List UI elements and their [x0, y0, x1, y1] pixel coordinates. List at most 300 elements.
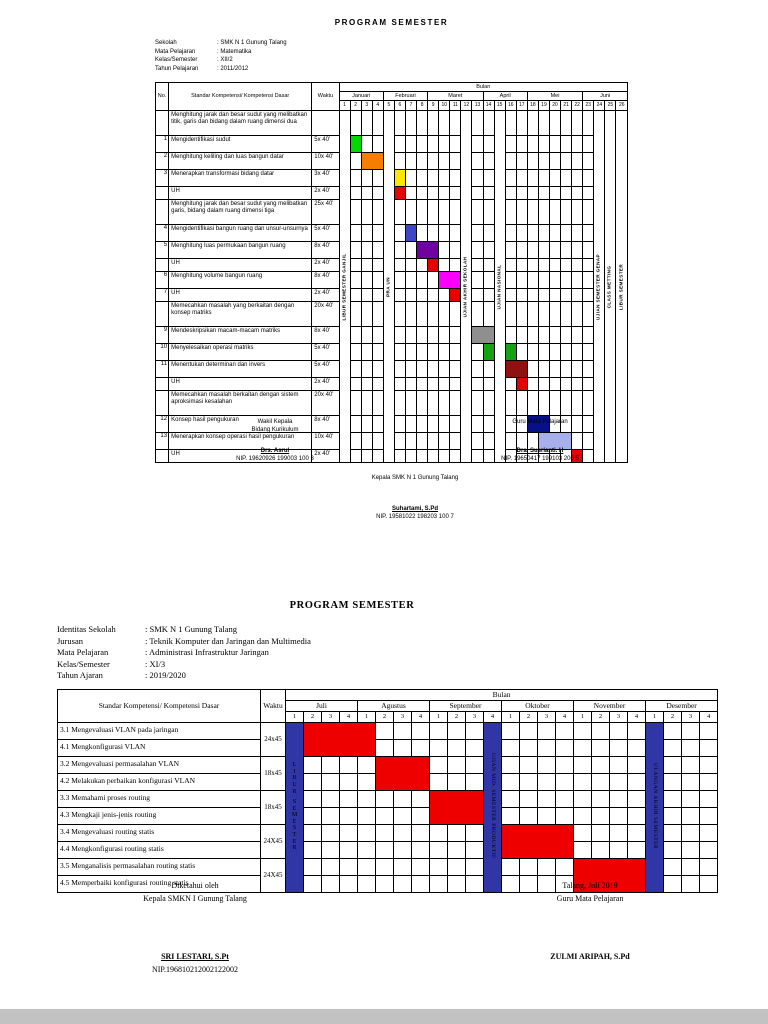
- gantt-cell: [394, 327, 405, 344]
- gantt-cell: [550, 111, 561, 136]
- row-kompetensi: 4.1 Mengkonfigurasi VLAN: [58, 739, 261, 756]
- gantt-cell: [538, 259, 549, 272]
- gantt-cell: [340, 790, 358, 807]
- gantt-cell: [664, 739, 682, 756]
- row-kompetensi: Mengidentifikasi bangun ruang dan unsur-unsurnya: [169, 225, 312, 242]
- gantt-cell: [483, 200, 494, 225]
- gantt-cell: [405, 378, 416, 391]
- doc1-table-head: [156, 83, 628, 111]
- gantt-cell: [505, 259, 516, 272]
- gantt-cell: [472, 170, 483, 187]
- gantt-cell: [516, 153, 527, 170]
- gantt-cell: [450, 391, 461, 416]
- week-header: 14: [483, 101, 494, 111]
- gantt-cell: [572, 302, 583, 327]
- gantt-cell: [439, 378, 450, 391]
- gantt-cell: [466, 841, 484, 858]
- row-waktu: 5x 40': [312, 225, 339, 242]
- gantt-cell: [628, 773, 646, 790]
- gantt-cell: [572, 153, 583, 170]
- gantt-cell: [417, 327, 428, 344]
- row-waktu: 24X45: [261, 858, 286, 892]
- week-header: 3: [610, 711, 628, 722]
- row-kompetensi: 3.5 Menganalisis permasalahan routing statis: [58, 858, 261, 875]
- vertical-label-column: [383, 111, 394, 463]
- gantt-cell: [483, 111, 494, 136]
- gantt-cell: [592, 841, 610, 858]
- gantt-cell: [405, 111, 416, 136]
- week-header: 22: [572, 101, 583, 111]
- gantt-cell: [483, 170, 494, 187]
- gantt-cell: [556, 807, 574, 824]
- row-kompetensi: UH: [169, 289, 312, 302]
- gantt-cell: [550, 391, 561, 416]
- gantt-cell: [405, 450, 416, 463]
- gantt-cell: [412, 875, 430, 892]
- month-header: Februari: [383, 92, 427, 101]
- doc1-sig-center-title: Kepala SMK N 1 Gunung Talang: [371, 475, 459, 481]
- row-number: [156, 200, 169, 225]
- gantt-cell: [527, 272, 538, 289]
- gantt-cell: [450, 187, 461, 200]
- gantt-cell: [561, 153, 572, 170]
- gantt-cell: [304, 807, 322, 824]
- gantt-cell: [361, 272, 372, 289]
- gantt-cell: [583, 242, 594, 259]
- gantt-cell: [405, 242, 416, 259]
- gantt-cell: [448, 841, 466, 858]
- row-kompetensi: UH: [169, 378, 312, 391]
- week-header: 3: [538, 711, 556, 722]
- page-footer-strip: [0, 1009, 768, 1024]
- gantt-cell: [372, 200, 383, 225]
- gantt-cell: [572, 225, 583, 242]
- gantt-cell: [394, 858, 412, 875]
- gantt-cell: [682, 756, 700, 773]
- gantt-cell: [450, 361, 461, 378]
- gantt-cell: [350, 327, 361, 344]
- gantt-cell: [466, 739, 484, 756]
- gantt-cell: [361, 225, 372, 242]
- gantt-cell: [361, 361, 372, 378]
- gantt-cell: [439, 153, 450, 170]
- gantt-cell: [561, 361, 572, 378]
- gantt-cell: [439, 433, 450, 450]
- gantt-cell: [450, 433, 461, 450]
- row-kompetensi: UH: [169, 259, 312, 272]
- gantt-cell: [322, 773, 340, 790]
- gantt-cell: [550, 327, 561, 344]
- gantt-cell: [472, 378, 483, 391]
- gantt-cell: [592, 807, 610, 824]
- gantt-cell: [472, 136, 483, 153]
- row-kompetensi: UH: [169, 187, 312, 200]
- gantt-cell: [572, 136, 583, 153]
- week-header: 4: [700, 711, 718, 722]
- gantt-cell: [394, 225, 405, 242]
- gantt-cell: [358, 773, 376, 790]
- month-header: September: [430, 700, 502, 711]
- gantt-cell: [538, 289, 549, 302]
- week-header: 24: [594, 101, 605, 111]
- gantt-cell: [502, 790, 520, 807]
- gantt-cell: [372, 433, 383, 450]
- gantt-cell: [430, 841, 448, 858]
- week-header: 1: [339, 101, 350, 111]
- gantt-cell: [472, 259, 483, 272]
- week-header: 26: [616, 101, 628, 111]
- month-header: November: [574, 700, 646, 711]
- gantt-cell: [372, 289, 383, 302]
- gantt-cell: [361, 289, 372, 302]
- week-header: 4: [556, 711, 574, 722]
- gantt-cell: [561, 289, 572, 302]
- gantt-cell: [376, 858, 394, 875]
- gantt-cell: [505, 391, 516, 416]
- gantt-cell: [417, 187, 428, 200]
- gantt-cell: [574, 739, 592, 756]
- gantt-cell: [583, 225, 594, 242]
- gantt-cell: [394, 722, 412, 739]
- doc2-row: [58, 756, 718, 773]
- gantt-cell: [505, 327, 516, 344]
- gantt-cell: [483, 242, 494, 259]
- row-kompetensi: Menerapkan konsep operasi hasil pengukuran: [169, 433, 312, 450]
- gantt-cell: [664, 722, 682, 739]
- gantt-cell: [700, 722, 718, 739]
- gantt-cell: [439, 225, 450, 242]
- gantt-cell: [417, 170, 428, 187]
- gantt-cell: [340, 807, 358, 824]
- gantt-cell: [538, 391, 549, 416]
- gantt-cell: [439, 302, 450, 327]
- gantt-cell: [550, 225, 561, 242]
- gantt-cell: [405, 187, 416, 200]
- gantt-cell: [610, 807, 628, 824]
- week-header: 3: [682, 711, 700, 722]
- gantt-cell: [372, 242, 383, 259]
- gantt-cell: [372, 170, 383, 187]
- gantt-cell: [439, 327, 450, 344]
- gantt-cell: [583, 200, 594, 225]
- gantt-cell: [527, 153, 538, 170]
- doc2-info-tahun: Tahun Ajaran : 2019/2020: [57, 670, 186, 680]
- gantt-cell: [417, 153, 428, 170]
- gantt-cell: [505, 272, 516, 289]
- gantt-cell: [322, 841, 340, 858]
- row-kompetensi: 3.3 Memahami proses routing: [58, 790, 261, 807]
- vertical-label-text: UJIAN AKHIR SEKOLAH: [463, 256, 469, 317]
- vertical-label-text: L I B U R S E M E S T E R: [291, 762, 298, 852]
- gantt-cell: [430, 824, 448, 841]
- doc1-sig-left-title: Wakil Kepala Bidang Kurikulum: [251, 419, 299, 433]
- gantt-cell: [350, 225, 361, 242]
- gantt-cell: [394, 153, 405, 170]
- gantt-cell: [372, 450, 383, 463]
- gantt-cell: [428, 327, 439, 344]
- week-header: 9: [428, 101, 439, 111]
- gantt-cell: [502, 756, 520, 773]
- gantt-cell: [405, 391, 416, 416]
- week-header: 19: [538, 101, 549, 111]
- gantt-cell: [412, 858, 430, 875]
- row-kompetensi: Memecahkan masalah berkaitan dengan sistem aproksimasi kesalahan: [169, 391, 312, 416]
- gantt-cell: [340, 875, 358, 892]
- gantt-cell: [450, 170, 461, 187]
- gantt-cell: [376, 807, 394, 824]
- week-header: 4: [484, 711, 502, 722]
- gantt-cell: [394, 391, 405, 416]
- row-waktu: 5x 40': [312, 344, 339, 361]
- row-kompetensi: 4.4 Mengkonfigurasi routing statis: [58, 841, 261, 858]
- gantt-cell: [664, 756, 682, 773]
- gantt-cell: [505, 378, 516, 391]
- gantt-cell: [350, 391, 361, 416]
- month-header: Desember: [646, 700, 718, 711]
- gantt-cell: [430, 739, 448, 756]
- gantt-cell: [450, 416, 461, 433]
- row-waktu: 2x 40': [312, 187, 339, 200]
- gantt-cell: [439, 187, 450, 200]
- gantt-cell: [502, 739, 520, 756]
- row-number: [156, 378, 169, 391]
- week-header: 1: [430, 711, 448, 722]
- gantt-cell: [572, 200, 583, 225]
- gantt-cell: [592, 739, 610, 756]
- bulan-header: Bulan: [339, 83, 627, 92]
- gantt-cell: [361, 391, 372, 416]
- gantt-cell: [700, 756, 718, 773]
- row-waktu: 2x 40': [312, 378, 339, 391]
- gantt-cell: [412, 739, 430, 756]
- gantt-bar: [428, 259, 439, 272]
- doc2-sig-right-title: Talang, Juli 2019 Guru Mata Pelajaran: [556, 881, 624, 903]
- gantt-cell: [527, 111, 538, 136]
- gantt-cell: [700, 790, 718, 807]
- gantt-cell: [538, 378, 549, 391]
- gantt-cell: [358, 841, 376, 858]
- row-waktu: 10x 40': [312, 433, 339, 450]
- gantt-cell: [361, 433, 372, 450]
- gantt-cell: [628, 739, 646, 756]
- gantt-cell: [322, 807, 340, 824]
- gantt-bar: [376, 756, 430, 790]
- gantt-cell: [572, 378, 583, 391]
- gantt-cell: [450, 450, 461, 463]
- gantt-cell: [700, 807, 718, 824]
- gantt-cell: [550, 344, 561, 361]
- gantt-cell: [394, 111, 405, 136]
- gantt-cell: [610, 824, 628, 841]
- gantt-cell: [304, 790, 322, 807]
- gantt-cell: [561, 327, 572, 344]
- gantt-cell: [439, 200, 450, 225]
- gantt-cell: [466, 756, 484, 773]
- gantt-cell: [572, 242, 583, 259]
- gantt-cell: [556, 756, 574, 773]
- gantt-cell: [428, 433, 439, 450]
- gantt-cell: [428, 344, 439, 361]
- vertical-label-text: CLASS METTING: [607, 265, 613, 308]
- gantt-cell: [430, 756, 448, 773]
- gantt-cell: [405, 289, 416, 302]
- gantt-cell: [628, 824, 646, 841]
- gantt-cell: [550, 289, 561, 302]
- gantt-cell: [394, 289, 405, 302]
- gantt-cell: [583, 111, 594, 136]
- gantt-cell: [405, 170, 416, 187]
- gantt-cell: [350, 272, 361, 289]
- gantt-cell: [583, 378, 594, 391]
- gantt-cell: [405, 433, 416, 450]
- gantt-cell: [483, 391, 494, 416]
- gantt-cell: [439, 111, 450, 136]
- gantt-cell: [550, 302, 561, 327]
- gantt-cell: [394, 790, 412, 807]
- gantt-cell: [483, 289, 494, 302]
- gantt-cell: [472, 289, 483, 302]
- gantt-cell: [439, 416, 450, 433]
- gantt-cell: [664, 807, 682, 824]
- row-kompetensi: Memecahkan masalah yang berkaitan dengan konsep matriks: [169, 302, 312, 327]
- gantt-cell: [520, 722, 538, 739]
- gantt-cell: [322, 824, 340, 841]
- week-header: 3: [361, 101, 372, 111]
- gantt-cell: [550, 200, 561, 225]
- gantt-cell: [350, 450, 361, 463]
- gantt-cell: [405, 302, 416, 327]
- gantt-cell: [405, 272, 416, 289]
- gantt-cell: [527, 170, 538, 187]
- row-kompetensi: Menentukan determinan dan invers: [169, 361, 312, 378]
- gantt-cell: [550, 187, 561, 200]
- gantt-cell: [664, 858, 682, 875]
- doc2-row: [58, 841, 718, 858]
- gantt-cell: [361, 302, 372, 327]
- week-header: 16: [505, 101, 516, 111]
- doc2-info-jurusan: Jurusan : Teknik Komputer dan Jaringan dan Multimedia: [57, 635, 311, 646]
- gantt-cell: [394, 344, 405, 361]
- gantt-cell: [394, 242, 405, 259]
- gantt-bar: [304, 722, 376, 756]
- doc2-info-block: [57, 624, 715, 682]
- gantt-cell: [322, 756, 340, 773]
- week-header: 5: [383, 101, 394, 111]
- gantt-cell: [592, 824, 610, 841]
- gantt-cell: [466, 858, 484, 875]
- gantt-cell: [538, 807, 556, 824]
- row-number: [156, 450, 169, 463]
- gantt-cell: [350, 259, 361, 272]
- gantt-cell: [372, 391, 383, 416]
- gantt-cell: [682, 722, 700, 739]
- gantt-cell: [372, 259, 383, 272]
- gantt-cell: [304, 773, 322, 790]
- gantt-bar: [502, 824, 574, 858]
- gantt-cell: [550, 259, 561, 272]
- doc2-table-body: [58, 722, 718, 892]
- gantt-cell: [583, 259, 594, 272]
- gantt-cell: [628, 756, 646, 773]
- gantt-cell: [583, 136, 594, 153]
- week-header: 15: [494, 101, 505, 111]
- gantt-cell: [561, 378, 572, 391]
- gantt-cell: [505, 200, 516, 225]
- gantt-cell: [527, 187, 538, 200]
- row-kompetensi: Menghitung jarak dan besar sudut yang melibatkan titik, garis dan bidang dalam ruang dimensi dua: [169, 111, 312, 136]
- gantt-cell: [574, 790, 592, 807]
- gantt-bar: [483, 344, 494, 361]
- gantt-cell: [372, 302, 383, 327]
- gantt-cell: [304, 858, 322, 875]
- gantt-cell: [466, 773, 484, 790]
- gantt-cell: [450, 242, 461, 259]
- week-header: 4: [340, 711, 358, 722]
- gantt-cell: [439, 259, 450, 272]
- gantt-cell: [361, 450, 372, 463]
- gantt-cell: [550, 272, 561, 289]
- vertical-label-column: [616, 111, 628, 463]
- gantt-cell: [682, 824, 700, 841]
- gantt-cell: [428, 378, 439, 391]
- gantt-cell: [394, 416, 405, 433]
- gantt-cell: [350, 153, 361, 170]
- gantt-cell: [520, 807, 538, 824]
- gantt-cell: [527, 302, 538, 327]
- gantt-cell: [350, 433, 361, 450]
- row-waktu: 2x 40': [312, 289, 339, 302]
- gantt-cell: [394, 272, 405, 289]
- gantt-cell: [561, 225, 572, 242]
- gantt-cell: [394, 841, 412, 858]
- gantt-cell: [505, 170, 516, 187]
- doc1-info-block: [155, 39, 628, 73]
- row-waktu: 10x 40': [312, 153, 339, 170]
- gantt-cell: [372, 378, 383, 391]
- gantt-cell: [439, 289, 450, 302]
- gantt-bar: [516, 378, 527, 391]
- gantt-cell: [592, 773, 610, 790]
- gantt-cell: [417, 259, 428, 272]
- gantt-cell: [502, 773, 520, 790]
- vertical-label-text: UJIAN NASIONAL: [496, 264, 502, 309]
- vertical-label-column: [461, 111, 472, 463]
- gantt-cell: [538, 722, 556, 739]
- row-number: 3: [156, 170, 169, 187]
- gantt-cell: [372, 272, 383, 289]
- week-header: 6: [394, 101, 405, 111]
- gantt-cell: [583, 289, 594, 302]
- row-number: [156, 302, 169, 327]
- vertical-label-text: LIBUR SEMESTER: [618, 263, 624, 310]
- week-header: 2: [520, 711, 538, 722]
- row-waktu: 8x 40': [312, 272, 339, 289]
- row-kompetensi: 4.5 Memperbaiki konfigurasi routing statis: [58, 875, 261, 892]
- gantt-cell: [583, 187, 594, 200]
- doc1-info-mapel: Mata Pelajaran : Matematika: [155, 48, 252, 55]
- gantt-cell: [538, 272, 549, 289]
- gantt-cell: [682, 807, 700, 824]
- gantt-cell: [417, 344, 428, 361]
- row-kompetensi: 3.1 Mengevaluasi VLAN pada jaringan: [58, 722, 261, 739]
- gantt-cell: [574, 722, 592, 739]
- gantt-cell: [516, 344, 527, 361]
- gantt-cell: [572, 272, 583, 289]
- gantt-bar: [394, 187, 405, 200]
- gantt-cell: [527, 344, 538, 361]
- gantt-cell: [322, 790, 340, 807]
- gantt-cell: [538, 858, 556, 875]
